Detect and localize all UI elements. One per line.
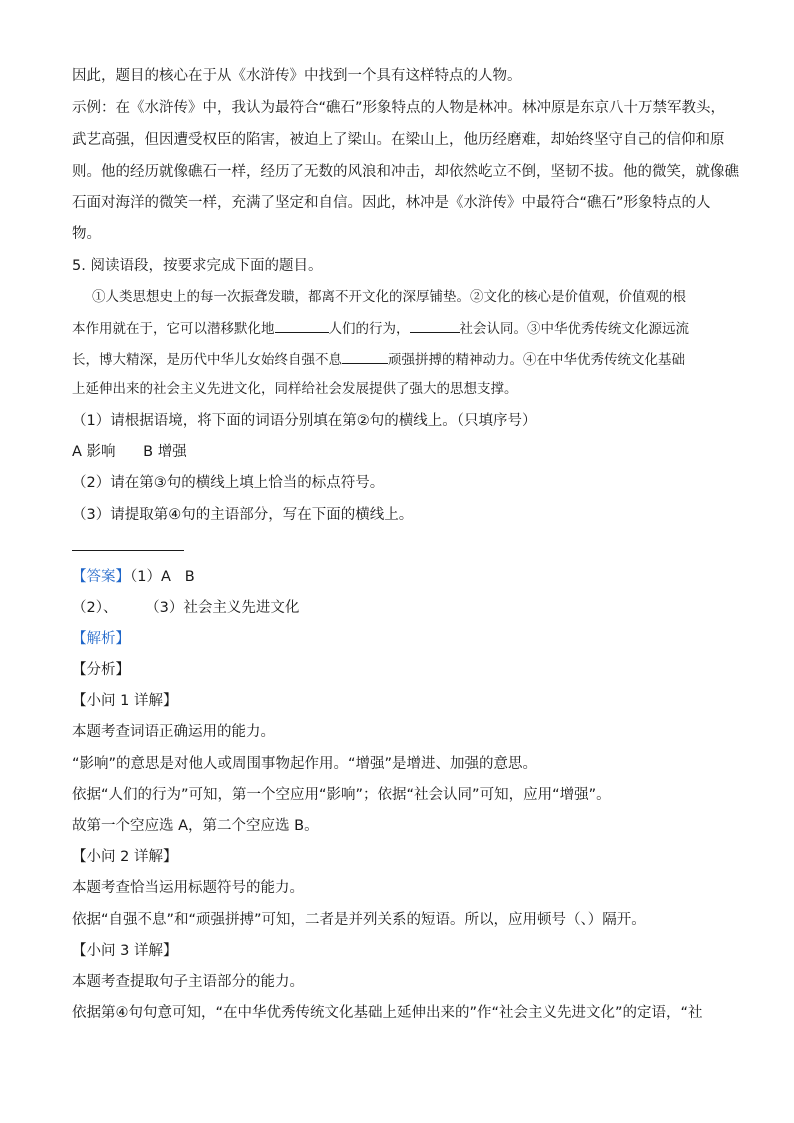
passage-text: 人们的行为， [328,321,410,337]
fill-blank [410,318,460,333]
sub-question: （2）请在第③句的横线上填上恰当的标点符号。 [72,475,385,491]
fenxi-tag: 【分析】 [72,662,130,678]
sub-question: （3）请提取第④句的主语部分，写在下面的横线上。 [72,507,414,523]
jiexi-tag: 【解析】 [72,631,130,647]
fill-blank [275,318,329,333]
text-line: “影响”的意思是对他人或周围事物起作用。“增强”是增进、加强的意思。 [72,756,538,772]
text-line: 本题考查词语正确运用的能力。 [72,724,275,740]
fill-blank [342,349,388,364]
example-line: 则。他的经历就像礁石一样，经历了无数的风浪和冲击，却依然屹立不倒，坚韧不拔。他的微笑，就像礁 [72,164,739,180]
section-heading: 【小问 1 详解】 [72,693,178,709]
passage-line [72,349,685,370]
passage-text: 本作用就在于，它可以潜移默化地 [72,321,275,337]
text-line: 因此，题目的核心在于从《水浒传》中找到一个具有这样特点的人物。 [72,68,522,84]
passage-text: 长，博大精深，是历代中华儿女始终自强不息 [72,352,342,368]
text-line: 本题考查恰当运用标题符号的能力。 [72,880,304,896]
example-line: 物。 [72,226,101,242]
options: A 影响 B 增强 [72,444,187,460]
answer-line-1 [72,567,195,587]
example-line: 示例：在《水浒传》中，我认为最符合“礁石”形象特点的人物是林冲。林冲原是东京八十万禁军教头， [72,100,726,116]
answer-text: （1）A B [130,569,195,585]
text-line: 故第一个空应选 A，第二个空应选 B。 [72,818,319,834]
text-line: 依据“自强不息”和“顽强拼搏”可知，二者是并列关系的短语。所以，应用顿号（、）隔开。 [72,912,646,928]
answer-line-2: （2）、 （3）社会主义先进文化 [72,600,300,616]
passage-text: 社会认同。③中华优秀传统文化源远流 [459,321,689,337]
text-line: 依据“人们的行为”可知，第一个空应用“影响”；依据“社会认同”可知，应用“增强”。 [72,787,611,803]
passage-text: 顽强拼搏的精神动力。④在中华优秀传统文化基础 [388,352,685,368]
question-title: 5. 阅读语段，按要求完成下面的题目。 [72,258,323,274]
answer-tag: 【答案】 [72,569,130,585]
example-line: 石面对海洋的微笑一样，充满了坚定和自信。因此，林冲是《水浒传》中最符合“礁石”形象特点的人 [72,195,711,211]
text-line: 本题考查提取句子主语部分的能力。 [72,974,304,990]
sub-question: （1）请根据语境，将下面的词语分别填在第②句的横线上。（只填序号） [72,413,537,429]
section-heading: 【小问 2 详解】 [72,849,178,865]
text-line: 依据第④句句意可知，“在中华优秀传统文化基础上延伸出来的”作“社会主义先进文化”的定语，“社 [72,1005,703,1021]
section-heading: 【小问 3 详解】 [72,943,178,959]
passage-line: ①人类思想史上的每一次振聋发聩，都离不开文化的深厚铺垫。②文化的核心是价值观，价值观的根 [92,289,686,305]
passage-line [72,318,689,339]
answer-line [72,550,184,551]
example-line: 武艺高强，但因遭受权臣的陷害，被迫上了梁山。在梁山上，他历经磨难，却始终坚守自己的信仰和原 [72,132,725,148]
passage-line: 上延伸出来的社会主义先进文化，同样给社会发展提供了强大的思想支撑。 [72,381,518,397]
